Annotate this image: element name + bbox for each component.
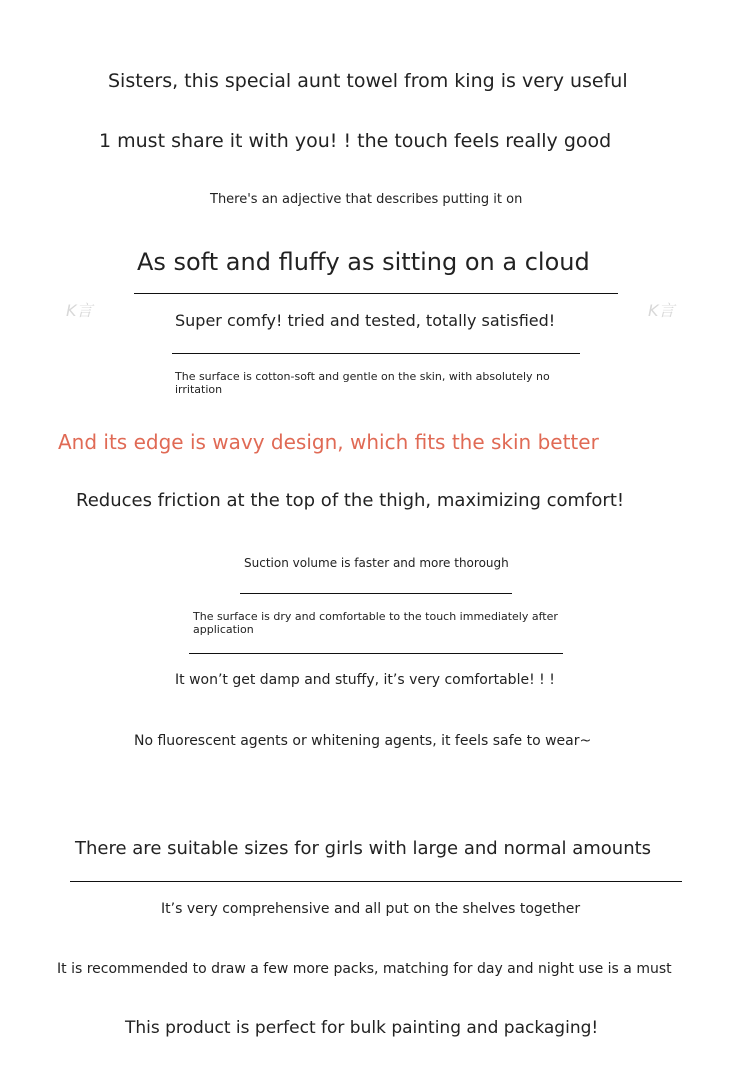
line-5: Super comfy! tried and tested, totally satisfied! <box>175 311 556 330</box>
watermark-right: K言 <box>648 301 675 320</box>
line-8: Reduces friction at the top of the thigh, maximizing comfort! <box>76 490 625 511</box>
line-4-headline: As soft and fluffy as sitting on a cloud <box>137 248 590 276</box>
line-6: The surface is cotton-soft and gentle on the skin, with absolutely no irritation <box>175 370 550 396</box>
line-12: No fluorescent agents or whitening agents, it feels safe to wear~ <box>134 733 592 749</box>
watermark-left: K言 <box>66 301 93 320</box>
underline-13 <box>70 881 682 882</box>
line-16: This product is perfect for bulk painting and packaging! <box>125 1018 599 1038</box>
underline-10 <box>189 653 563 654</box>
line-7-accent: And its edge is wavy design, which fits the skin better <box>58 430 599 454</box>
line-9: Suction volume is faster and more thorough <box>244 556 509 570</box>
line-10: The surface is dry and comfortable to the touch immediately after application <box>193 610 558 636</box>
underline-5 <box>172 353 580 354</box>
line-11: It won’t get damp and stuffy, it’s very comfortable! ! ! <box>175 672 555 688</box>
line-3: There's an adjective that describes putting it on <box>210 192 523 207</box>
underline-4 <box>134 293 618 294</box>
line-2: 1 must share it with you! ! the touch feels really good <box>99 130 612 152</box>
line-15: It is recommended to draw a few more packs, matching for day and night use is a must <box>57 961 672 977</box>
line-14: It’s very comprehensive and all put on the shelves together <box>161 901 581 917</box>
line-1: Sisters, this special aunt towel from king is very useful <box>108 70 628 92</box>
underline-9 <box>240 593 512 594</box>
line-13: There are suitable sizes for girls with large and normal amounts <box>75 838 652 859</box>
